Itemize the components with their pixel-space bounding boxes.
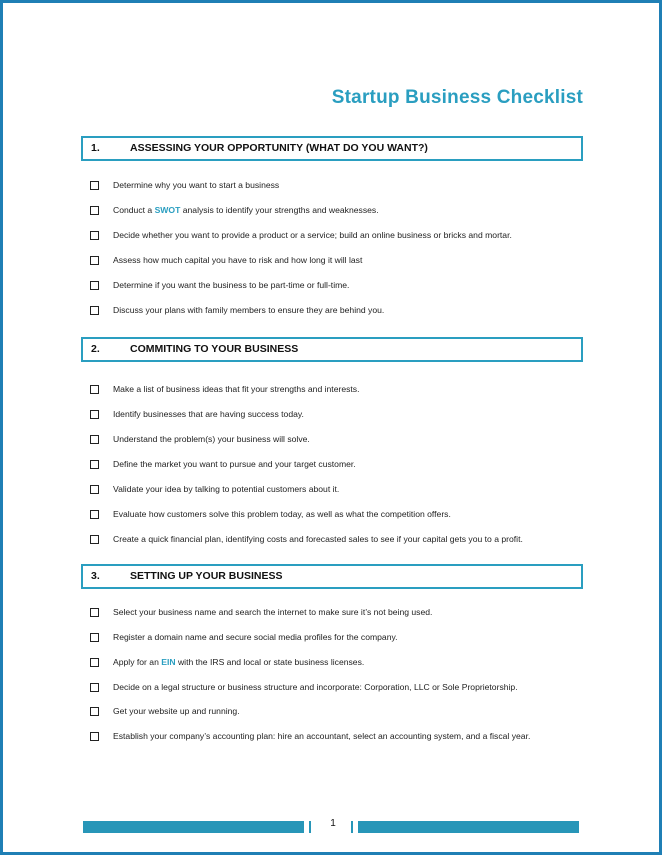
checklist-item-text: Assess how much capital you have to risk and how long it will last — [113, 255, 363, 265]
checklist-item — [90, 178, 570, 192]
section-title: COMMITING TO YOUR BUSINESS — [130, 343, 299, 355]
checkbox[interactable] — [90, 633, 99, 642]
text-part: analysis to identify your strengths and weaknesses. — [180, 205, 379, 215]
checkbox[interactable] — [90, 608, 99, 617]
checkbox[interactable] — [90, 410, 99, 419]
footer-bar-left — [83, 821, 304, 833]
section-header-2 — [81, 337, 583, 362]
footer-bar-right — [358, 821, 579, 833]
checklist-item-text: Define the market you want to pursue and your target customer. — [113, 459, 356, 469]
section-header-1 — [81, 136, 583, 161]
checkbox[interactable] — [90, 385, 99, 394]
checklist-item — [90, 680, 570, 694]
checklist-item — [90, 278, 570, 292]
section-number: 2. — [91, 343, 100, 355]
text-part: Apply for an — [113, 657, 162, 667]
text-part: with the IRS and local or state business licenses. — [175, 657, 365, 667]
checklist-item — [90, 228, 570, 242]
checkbox[interactable] — [90, 707, 99, 716]
checklist-item-text: Decide on a legal structure or business structure and incorporate: Corporation, LLC or Sole Proprietorship. — [113, 682, 518, 692]
checklist-item-text: Get your website up and running. — [113, 706, 240, 716]
checklist-item-text: Understand the problem(s) your business will solve. — [113, 434, 310, 444]
checklist-item-text: Discuss your plans with family members to ensure they are behind you. — [113, 305, 385, 315]
checkbox[interactable] — [90, 732, 99, 741]
checklist-item — [90, 432, 570, 446]
text-part: Conduct a — [113, 205, 155, 215]
checklist-item-text: Decide whether you want to provide a product or a service; build an online business or bricks and mortar. — [113, 230, 512, 240]
checkbox[interactable] — [90, 306, 99, 315]
checkbox[interactable] — [90, 485, 99, 494]
checklist-item — [90, 704, 570, 718]
checkbox[interactable] — [90, 231, 99, 240]
checklist-item-text — [113, 203, 379, 217]
checklist-item-text: Select your business name and search the internet to make sure it’s not being used. — [113, 607, 433, 617]
highlighted-term: SWOT — [154, 205, 181, 215]
checklist-item-text: Register a domain name and secure social media profiles for the company. — [113, 632, 398, 642]
checklist-item — [90, 507, 570, 521]
section-number: 3. — [91, 570, 100, 582]
checkbox[interactable] — [90, 535, 99, 544]
checklist-item — [90, 407, 570, 421]
checkbox[interactable] — [90, 460, 99, 469]
checklist-item-text — [113, 655, 364, 669]
checkbox[interactable] — [90, 181, 99, 190]
footer-separator — [351, 821, 353, 833]
checklist-item-text: Create a quick financial plan, identifying costs and forecasted sales to see if your capital gets you to a profit. — [113, 534, 523, 544]
section-title: SETTING UP YOUR BUSINESS — [130, 570, 283, 582]
checklist-item — [90, 203, 570, 217]
checklist-item — [90, 382, 570, 396]
checkbox[interactable] — [90, 206, 99, 215]
checklist-item-text: Establish your company’s accounting plan: hire an accountant, select an accounting system, and a fiscal year. — [113, 731, 531, 741]
checklist-item — [90, 729, 570, 743]
checkbox[interactable] — [90, 281, 99, 290]
checkbox[interactable] — [90, 510, 99, 519]
checklist-item-text: Evaluate how customers solve this problem today, as well as what the competition offers. — [113, 509, 451, 519]
checklist-item — [90, 630, 570, 644]
checkbox[interactable] — [90, 658, 99, 667]
checklist-item — [90, 655, 570, 669]
footer-separator — [309, 821, 311, 833]
checkbox[interactable] — [90, 256, 99, 265]
checklist-item-text: Identify businesses that are having success today. — [113, 409, 304, 419]
checklist-item-text: Determine if you want the business to be part-time or full-time. — [113, 280, 350, 290]
checkbox[interactable] — [90, 683, 99, 692]
section-title: ASSESSING YOUR OPPORTUNITY (WHAT DO YOU WANT?) — [130, 142, 428, 154]
section-header-3 — [81, 564, 583, 589]
document-title: Startup Business Checklist — [331, 87, 583, 108]
checkbox[interactable] — [90, 435, 99, 444]
checklist-item — [90, 532, 570, 546]
page-number: 1 — [330, 818, 336, 829]
checklist-item-text: Validate your idea by talking to potential customers about it. — [113, 484, 340, 494]
highlighted-term: EIN — [161, 657, 176, 667]
checklist-item — [90, 605, 570, 619]
checklist-item — [90, 303, 570, 317]
checklist-item-text: Determine why you want to start a business — [113, 180, 280, 190]
checklist-item — [90, 482, 570, 496]
checklist-item — [90, 253, 570, 267]
section-number: 1. — [91, 142, 100, 154]
checklist-item — [90, 457, 570, 471]
checklist-item-text: Make a list of business ideas that fit your strengths and interests. — [113, 384, 360, 394]
